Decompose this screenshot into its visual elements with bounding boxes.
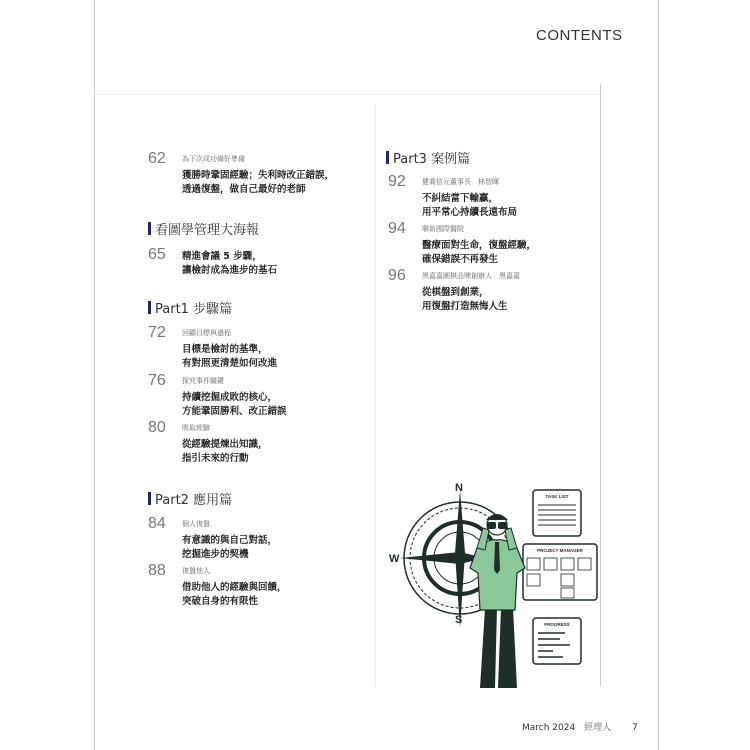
entry-title: 借助他人的經驗與回饋， 突破自身的有限性 [182, 582, 287, 607]
entry-title: 持續挖掘成敗的核心， 方能鞏固勝利、改正錯誤 [182, 392, 287, 417]
page-number: 92 [388, 173, 406, 190]
entry-subtitle: 復盤他人 [182, 567, 210, 575]
magazine-name: 經理人 [584, 723, 612, 733]
section-heading: 看圖學管理大海報 [148, 219, 259, 238]
entry-title: 有意識的與自己對話， 挖掘進步的契機 [182, 535, 278, 560]
section-heading: Part2 應用篇 [148, 489, 232, 508]
page-number: 94 [388, 220, 406, 237]
section-marker [386, 151, 389, 164]
page-number: 88 [148, 562, 166, 579]
entry-subtitle: 健喬信元董事長 林智暉 [422, 178, 499, 186]
entry-title: 從棋盤到創業， 用復盤打造無悔人生 [422, 287, 508, 312]
entry-subtitle: 聯新國際醫院 [422, 225, 464, 233]
section-heading: Part1 步驟篇 [148, 298, 232, 317]
page-number: 72 [148, 324, 166, 341]
compass-n: N [455, 482, 463, 494]
section-marker [148, 301, 151, 314]
page-number: 96 [388, 267, 406, 284]
project-manager-board [523, 544, 597, 600]
entry-title: 目標是檢討的基準， 有對照更清楚如何改進 [182, 344, 278, 369]
issue-date: March 2024 [522, 723, 576, 733]
illustration-manager-compass [385, 478, 600, 688]
section-marker [148, 222, 151, 235]
entry-title: 從經驗提煉出知識， 指引未來的行動 [182, 439, 268, 464]
svg-text:PROJECT MANAGER: PROJECT MANAGER [537, 548, 583, 553]
entry-subtitle: 個人復盤 [182, 520, 210, 528]
section-marker [148, 492, 151, 505]
page-number: 80 [148, 419, 166, 436]
page-footer [522, 720, 644, 733]
entry-subtitle: 吸取經驗 [182, 424, 210, 432]
compass-w: W [389, 553, 400, 565]
entry-subtitle: 黑嘉嘉圍棋品牌創辦人 黑嘉嘉 [422, 272, 520, 280]
svg-text:TASK LIST: TASK LIST [545, 494, 569, 499]
entry-subtitle: 為下次成功備好準備 [182, 155, 245, 163]
entry-subtitle: 探究事件關鍵 [182, 377, 224, 385]
task-list-board [533, 490, 581, 536]
column-divider [375, 104, 376, 686]
page-number: 84 [148, 515, 166, 532]
page-number-footer: 7 [631, 723, 638, 733]
progress-board [533, 618, 581, 664]
page-number: 65 [148, 246, 166, 263]
page-title: CONTENTS [536, 27, 623, 44]
section-heading: Part3 案例篇 [386, 148, 470, 167]
header-divider [95, 94, 600, 95]
svg-text:PROGRESS: PROGRESS [544, 622, 570, 627]
entry-title: 獲勝時鞏固經驗；失利時改正錯誤， 透過復盤，做自己最好的老師 [182, 170, 335, 195]
page-number: 76 [148, 372, 166, 389]
entry-title: 不糾結當下輸贏， 用平常心持續長遠布局 [422, 193, 518, 218]
entry-subtitle: 回顧目標與過程 [182, 329, 231, 337]
page-number: 62 [148, 150, 166, 167]
entry-title: 醫療面對生命，復盤經驗， 確保錯誤不再發生 [422, 240, 537, 265]
compass-s: S [455, 614, 463, 626]
entry-title: 精進會議 5 步驟， 讓檢討成為進步的基石 [182, 251, 278, 276]
right-rule [600, 84, 601, 686]
